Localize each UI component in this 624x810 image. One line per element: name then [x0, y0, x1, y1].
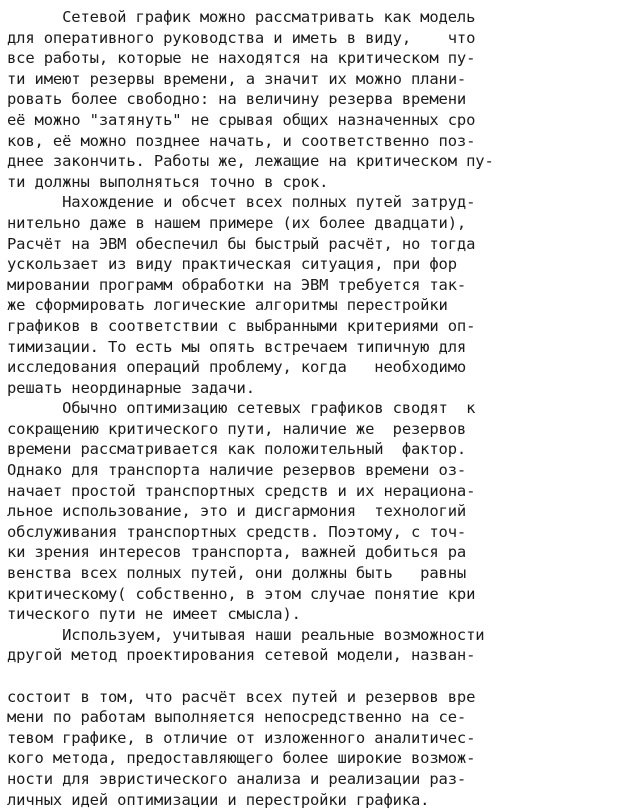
text-line: состоит в том, что расчёт всех путей и резервов вре — [7, 687, 476, 706]
paragraph-2 — [7, 192, 616, 398]
text-line: ки зрения интересов транспорта, важней добиться ра — [7, 543, 467, 562]
text-line: тевом графике, в отличие от изложенного аналитичес- — [7, 728, 476, 747]
text-line: другой метод проектирования сетевой модели, назван- — [7, 646, 476, 665]
text-line: ускользает из виду практическая ситуация, при фор — [7, 255, 457, 274]
paragraph-3 — [7, 398, 616, 625]
text-line: мировании программ обработки на ЭВМ требуется так- — [7, 275, 467, 294]
paragraph-4 — [7, 625, 616, 810]
text-line: Расчёт на ЭВМ обеспечил бы быстрый расчёт, но тогда — [7, 234, 476, 253]
text-line: сокращению критического пути, наличие же резервов — [7, 419, 467, 438]
text-line: её можно "затянуть" не срывая общих назначенных сро — [7, 110, 476, 129]
text-line: исследования операций проблему, когда необходимо — [7, 358, 467, 377]
text-line: Сетевой график можно рассматривать как модель — [7, 8, 476, 26]
text-line: начает простой транспортных средств и их нерациона- — [7, 481, 476, 500]
text-line: кого метода, предоставляющего более широкие возмож- — [7, 749, 476, 768]
text-line: графиков в соответствии с выбранными критериями оп- — [7, 316, 476, 335]
text-line: Используем, учитывая наши реальные возможности — [7, 625, 485, 644]
text-line: Нахождение и обсчет всех полных путей затруд- — [7, 193, 476, 212]
text-line: венства всех полных путей, они должны быть равны — [7, 564, 467, 583]
text-line: мени по работам выполняется непосредственно на се- — [7, 708, 467, 727]
text-line: ков, её можно позднее начать, и соответственно поз- — [7, 131, 476, 150]
text-line: обслуживания транспортных средств. Поэтому, с точ- — [7, 522, 467, 541]
text-line: времени рассматривается как положительный фактор. — [7, 440, 467, 459]
text-line: тического пути не имеет смысла). — [7, 605, 301, 624]
text-line — [7, 666, 616, 687]
text-line: личных идей оптимизации и перестройки графика. — [7, 790, 430, 809]
text-line: ти имеют резервы времени, а значит их можно плани- — [7, 69, 467, 88]
text-line: ти должны выполняться точно в срок. — [7, 172, 329, 191]
text-line: ности для эвристического анализа и реализации раз- — [7, 769, 467, 788]
text-line: Однако для транспорта наличие резервов времени оз- — [7, 461, 467, 480]
paragraph-1 — [7, 7, 616, 192]
text-line: же сформировать логические алгоритмы перестройки — [7, 296, 448, 315]
text-line: решать неординарные задачи. — [7, 378, 255, 397]
text-line: нительно даже в нашем примере (их более двадцати), — [7, 213, 467, 232]
text-line: льное использование, это и дисгармония технологий — [7, 502, 467, 521]
text-line: для оперативного руководства и иметь в виду, что — [7, 28, 476, 47]
text-line: все работы, которые не находятся на критическом пу- — [7, 49, 476, 68]
text-line: тимизации. То есть мы опять встречаем типичную для — [7, 337, 467, 356]
text-line: Обычно оптимизацию сетевых графиков сводят к — [7, 399, 476, 418]
text-line: критическому( собственно, в этом случае понятие кри — [7, 584, 476, 603]
text-line: ровать более свободно: на величину резерва времени — [7, 90, 467, 109]
text-line: днее закончить. Работы же, лежащие на критическом пу- — [7, 152, 494, 171]
